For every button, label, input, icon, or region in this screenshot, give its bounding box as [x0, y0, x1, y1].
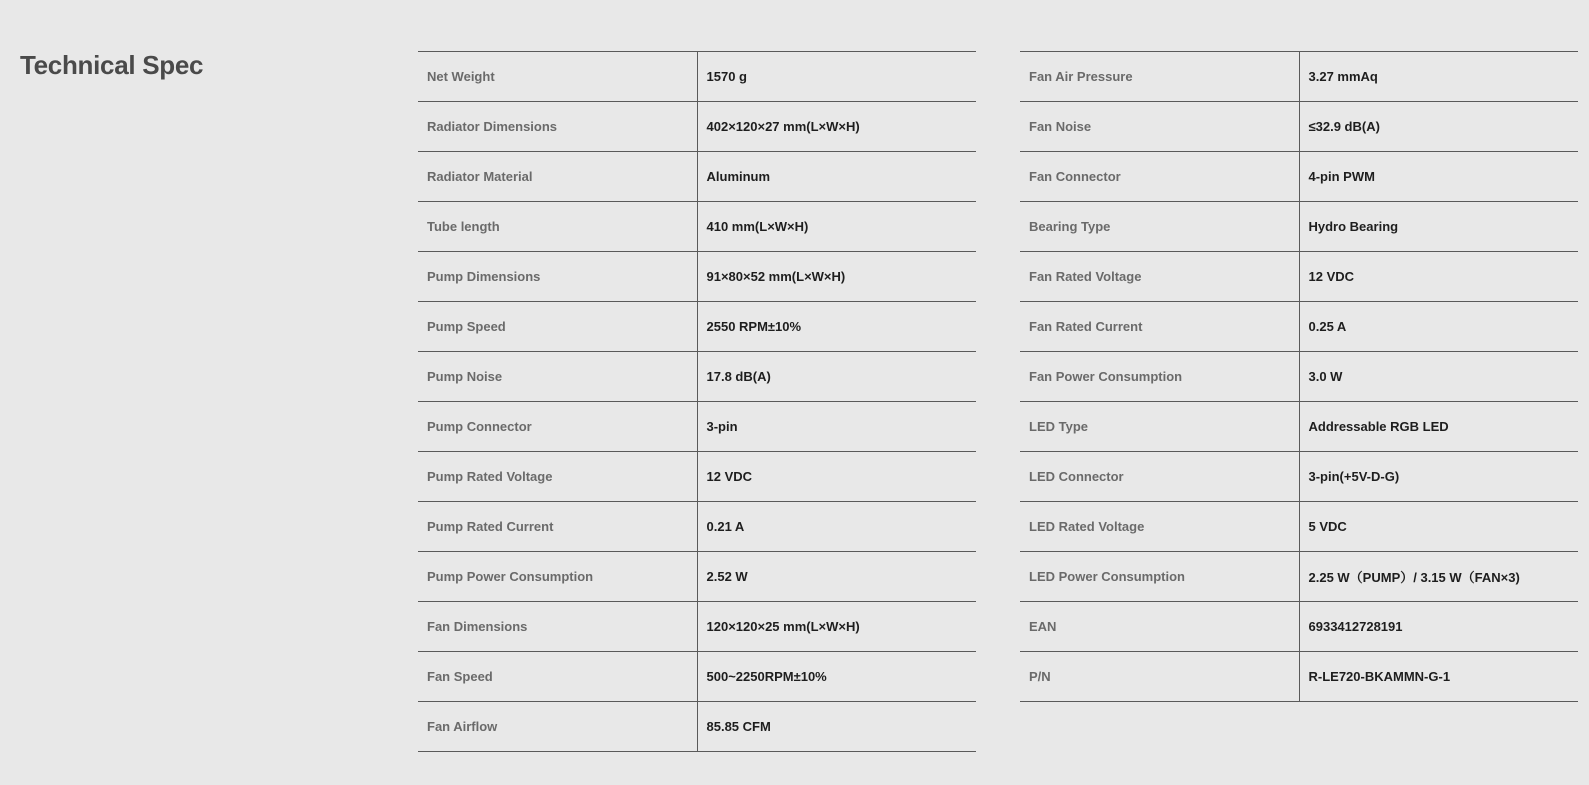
spec-value: 2550 RPM±10%	[697, 302, 976, 352]
spec-label: Fan Dimensions	[418, 602, 697, 652]
spec-row	[418, 452, 976, 502]
spec-row	[1020, 302, 1578, 352]
spec-row	[418, 352, 976, 402]
spec-value: Hydro Bearing	[1299, 202, 1578, 252]
spec-value: 3.0 W	[1299, 352, 1578, 402]
spec-value: 402×120×27 mm(L×W×H)	[697, 102, 976, 152]
spec-row	[418, 202, 976, 252]
spec-value: 17.8 dB(A)	[697, 352, 976, 402]
spec-label: Fan Noise	[1020, 102, 1299, 152]
spec-value: 91×80×52 mm(L×W×H)	[697, 252, 976, 302]
spec-row	[418, 52, 976, 102]
spec-row	[1020, 252, 1578, 302]
spec-value: 5 VDC	[1299, 502, 1578, 552]
spec-row	[1020, 102, 1578, 152]
spec-row	[418, 702, 976, 752]
spec-label: Fan Airflow	[418, 702, 697, 752]
spec-label: Fan Connector	[1020, 152, 1299, 202]
spec-label: Pump Rated Voltage	[418, 452, 697, 502]
spec-label: LED Power Consumption	[1020, 552, 1299, 602]
spec-value: 3-pin(+5V-D-G)	[1299, 452, 1578, 502]
spec-label: Pump Dimensions	[418, 252, 697, 302]
spec-row	[418, 552, 976, 602]
spec-value: ≤32.9 dB(A)	[1299, 102, 1578, 152]
spec-row	[1020, 52, 1578, 102]
spec-row	[1020, 352, 1578, 402]
spec-value: 3-pin	[697, 402, 976, 452]
spec-row	[1020, 202, 1578, 252]
spec-value: 85.85 CFM	[697, 702, 976, 752]
spec-row	[418, 252, 976, 302]
spec-label: LED Rated Voltage	[1020, 502, 1299, 552]
spec-label: Radiator Material	[418, 152, 697, 202]
spec-row	[1020, 552, 1578, 602]
spec-label: Fan Speed	[418, 652, 697, 702]
spec-label: Pump Power Consumption	[418, 552, 697, 602]
spec-label: Pump Speed	[418, 302, 697, 352]
spec-label: Fan Power Consumption	[1020, 352, 1299, 402]
spec-label: Pump Connector	[418, 402, 697, 452]
spec-row	[1020, 652, 1578, 702]
spec-label: LED Type	[1020, 402, 1299, 452]
spec-value: 12 VDC	[697, 452, 976, 502]
spec-label: P/N	[1020, 652, 1299, 702]
spec-value: R-LE720-BKAMMN-G-1	[1299, 652, 1578, 702]
spec-value: 0.21 A	[697, 502, 976, 552]
spec-label: Bearing Type	[1020, 202, 1299, 252]
spec-row	[1020, 602, 1578, 652]
spec-value: 12 VDC	[1299, 252, 1578, 302]
spec-row	[1020, 402, 1578, 452]
spec-label: EAN	[1020, 602, 1299, 652]
spec-label: Tube length	[418, 202, 697, 252]
spec-row	[1020, 502, 1578, 552]
spec-row	[418, 602, 976, 652]
spec-row	[418, 152, 976, 202]
spec-row	[418, 652, 976, 702]
spec-value: 2.52 W	[697, 552, 976, 602]
spec-row	[418, 302, 976, 352]
spec-value: Addressable RGB LED	[1299, 402, 1578, 452]
spec-value: 2.25 W（PUMP）/ 3.15 W（FAN×3)	[1299, 552, 1578, 602]
spec-label: Pump Noise	[418, 352, 697, 402]
spec-value: 120×120×25 mm(L×W×H)	[697, 602, 976, 652]
spec-value: 0.25 A	[1299, 302, 1578, 352]
spec-row	[1020, 152, 1578, 202]
spec-value: Aluminum	[697, 152, 976, 202]
spec-table-left	[418, 51, 976, 752]
spec-row	[1020, 452, 1578, 502]
spec-row	[418, 102, 976, 152]
section-title: Technical Spec	[20, 50, 204, 80]
spec-table-right	[1020, 51, 1578, 702]
spec-row	[418, 402, 976, 452]
spec-label: Fan Rated Voltage	[1020, 252, 1299, 302]
spec-label: Radiator Dimensions	[418, 102, 697, 152]
spec-row	[418, 502, 976, 552]
spec-value: 410 mm(L×W×H)	[697, 202, 976, 252]
spec-table-right-body	[1020, 52, 1578, 702]
spec-label: Fan Air Pressure	[1020, 52, 1299, 102]
spec-value: 1570 g	[697, 52, 976, 102]
spec-label: Fan Rated Current	[1020, 302, 1299, 352]
spec-value: 3.27 mmAq	[1299, 52, 1578, 102]
spec-label: LED Connector	[1020, 452, 1299, 502]
spec-value: 6933412728191	[1299, 602, 1578, 652]
spec-value: 4-pin PWM	[1299, 152, 1578, 202]
spec-label: Net Weight	[418, 52, 697, 102]
spec-table-left-body	[418, 52, 976, 752]
spec-value: 500~2250RPM±10%	[697, 652, 976, 702]
spec-label: Pump Rated Current	[418, 502, 697, 552]
